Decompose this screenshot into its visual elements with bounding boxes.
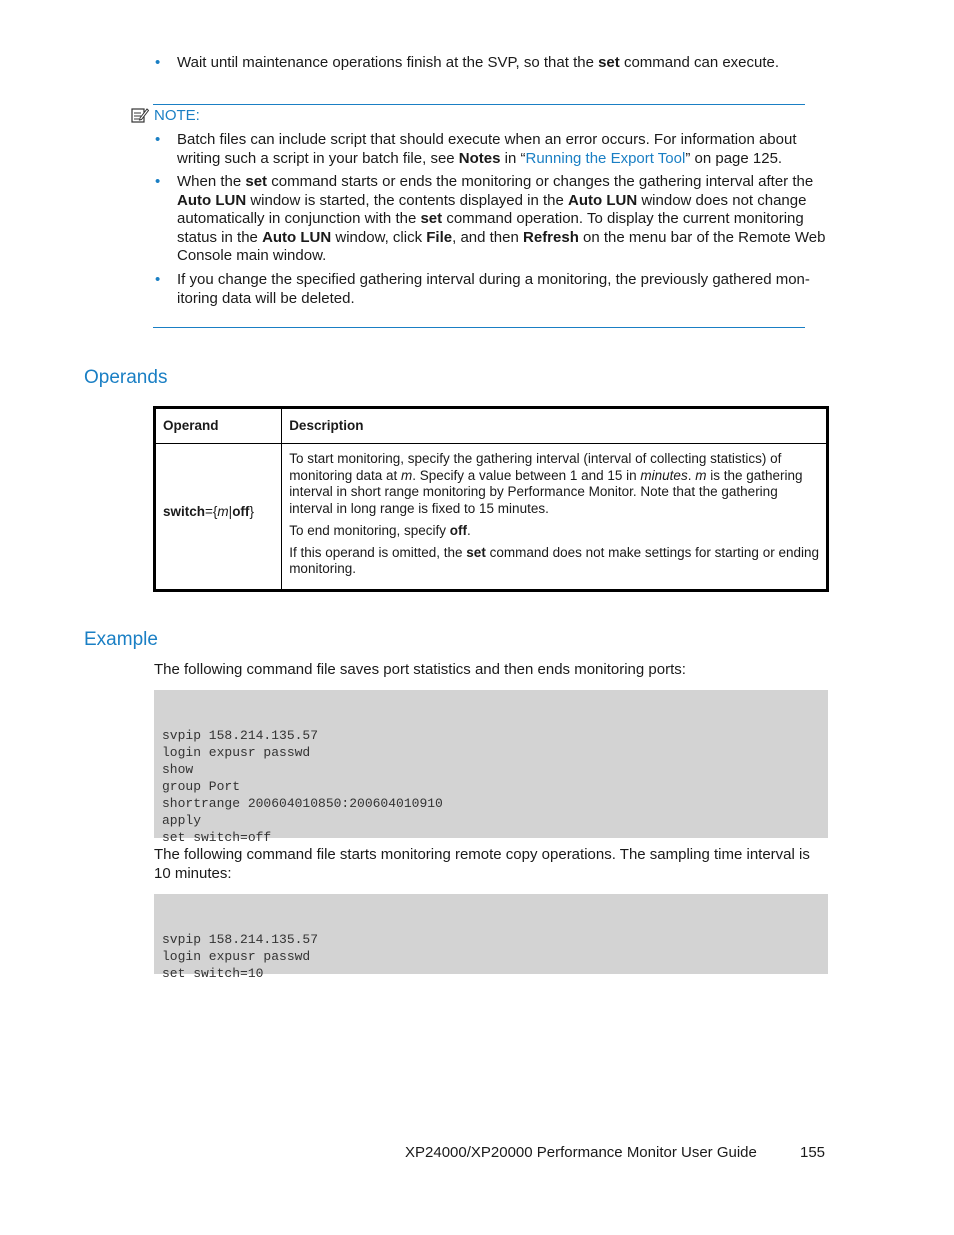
code-line: apply — [162, 813, 202, 828]
bullet-marker: • — [155, 271, 161, 288]
bullet-marker: • — [155, 131, 161, 148]
operands-table — [153, 406, 829, 592]
description-column-header: Description — [282, 408, 828, 444]
note-bullet-2: When the set command starts or ends the monitoring or changes the gathering interval after the Auto LUN window is started, the contents displayed in the Auto LUN window does not change automatically in conjunction with the set command operation. To display the current monitoring status in the Auto LUN window, click File, and then Refresh on the menu bar of the Remote Web Console main window. — [177, 173, 826, 264]
code-line: login expusr passwd — [162, 745, 311, 760]
operand-cell: switch={m|off} — [155, 444, 282, 591]
note-bullet-1: Batch files can include script that should execute when an error occurs. For information about writing such a script in your batch file, see Notes in “Running the Export Tool” on page 125. — [177, 131, 797, 167]
code-line: shortrange 200604010850:200604010910 — [162, 796, 443, 811]
example-heading: Example — [84, 629, 158, 650]
page-number: 155 — [800, 1144, 826, 1161]
note-bullet-3: If you change the specified gathering interval during a monitoring, the previously gathered mon- itoring data will be deleted. — [177, 271, 810, 307]
note-bottom-rule — [153, 327, 805, 328]
operand-column-header: Operand — [155, 408, 282, 444]
bullet-marker: • — [155, 54, 161, 71]
code-line: login expusr passwd — [162, 949, 311, 964]
footer-title: XP24000/XP20000 Performance Monitor User Guide — [405, 1144, 757, 1161]
example-paragraph-2: The following command file starts monitoring remote copy operations. The sampling time interval is 10 minutes: — [154, 846, 810, 882]
note-label: NOTE: — [154, 107, 200, 124]
running-export-tool-link[interactable]: Running the Export Tool — [525, 149, 686, 167]
code-line: set switch=off — [162, 830, 272, 845]
code-line: set switch=10 — [162, 966, 264, 981]
operands-heading: Operands — [84, 367, 168, 388]
code-block-2 — [154, 894, 828, 981]
code-line: svpip 158.214.135.57 — [162, 728, 319, 743]
intro-bullet-text: Wait until maintenance operations finish at the SVP, so that the set command can execute. — [177, 54, 780, 71]
table-row — [155, 444, 828, 591]
note-icon — [131, 107, 149, 123]
description-cell: To start monitoring, specify the gathering interval (interval of collecting statistics) of monitoring data at m. Specify a value between 1 and 15 in minutes. m is the gathering interval in short range monitoring by Performance Monitor. Note that the gathering interval in long range is fixed to 15 minutes. To end monitoring, specify off. If this operand is omitted, the set command does not make settings for starting or ending monitoring. — [282, 444, 828, 591]
code-block-1 — [154, 690, 828, 845]
bullet-marker: • — [155, 173, 161, 190]
code-line: svpip 158.214.135.57 — [162, 932, 319, 947]
example-paragraph-1: The following command file saves port statistics and then ends monitoring ports: — [154, 661, 686, 678]
table-header-row — [155, 408, 828, 444]
code-line: group Port — [162, 779, 241, 794]
code-line: show — [162, 762, 194, 777]
note-top-rule — [153, 104, 805, 105]
